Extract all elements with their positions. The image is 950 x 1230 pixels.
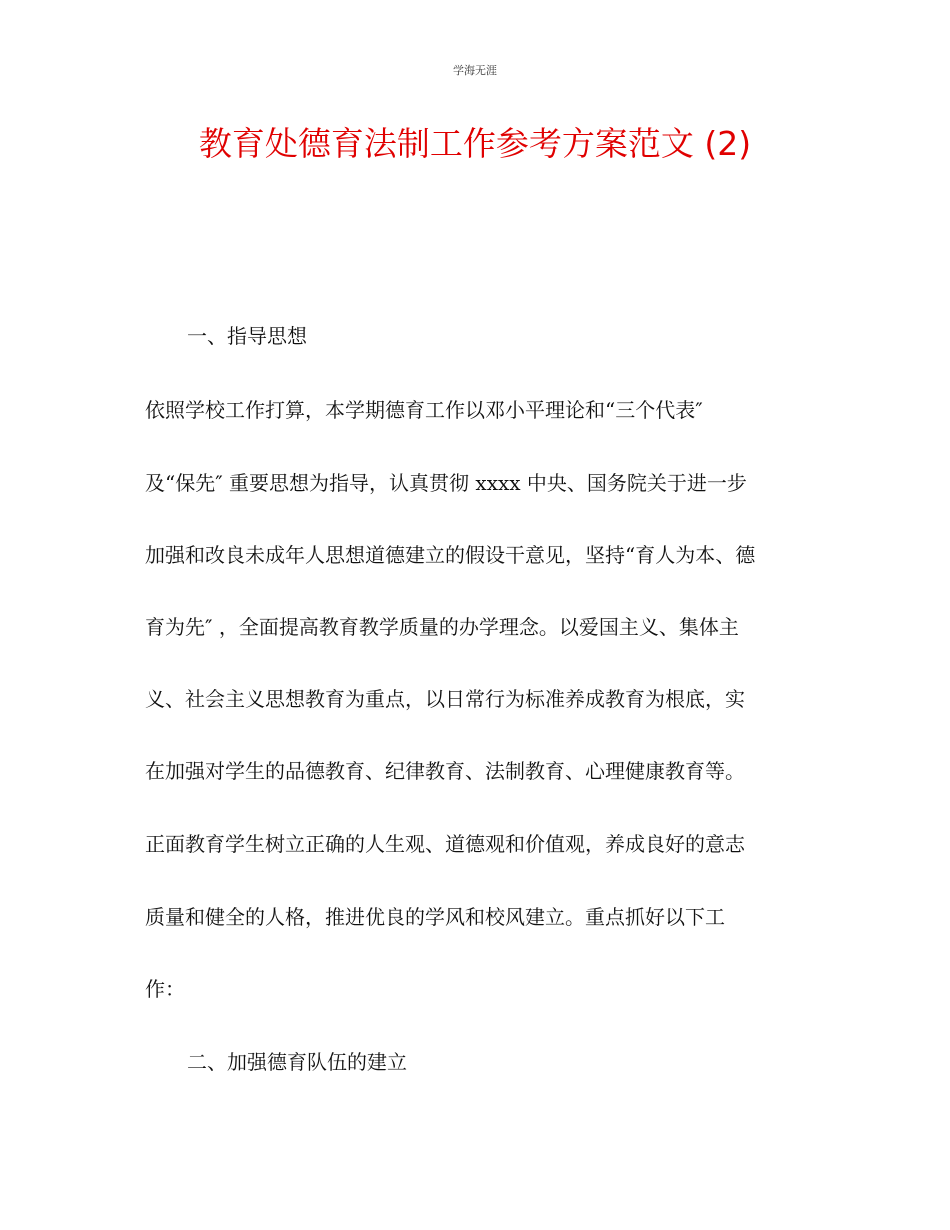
section-heading-moral-team: 二、加强德育队伍的建立 [187,1050,407,1074]
document-title: 教育处德育法制工作参考方案范文 (2) [198,124,752,163]
paragraph-line: 质量和健全的人格，推进优良的学风和校风建立。重点抓好以下工 [145,905,725,929]
paragraph-line: 育为先″ ，全面提高教育教学质量的办学理念。以爱国主义、集体主 [145,615,739,639]
paragraph-line: 作： [145,977,185,1001]
paragraph-line: 及“保先″ 重要思想为指导，认真贯彻 xxxx 中央、国务院关于进一步 [145,471,747,495]
page-header: 学海无涯 [453,64,497,77]
paragraph-line: 正面教育学生树立正确的人生观、道德观和价值观，养成良好的意志 [145,832,745,856]
section-heading-guiding-ideology: 一、指导思想 [187,324,307,348]
paragraph-line: 依照学校工作打算，本学期德育工作以邓小平理论和“三个代表″ [145,398,703,422]
paragraph-line: 义、社会主义思想教育为重点，以日常行为标准养成教育为根底，实 [145,687,745,711]
paragraph-line: 在加强对学生的品德教育、纪律教育、法制教育、心理健康教育等。 [145,759,745,783]
paragraph-line: 加强和改良未成年人思想道德建立的假设干意见，坚持“育人为本、德 [145,543,756,567]
